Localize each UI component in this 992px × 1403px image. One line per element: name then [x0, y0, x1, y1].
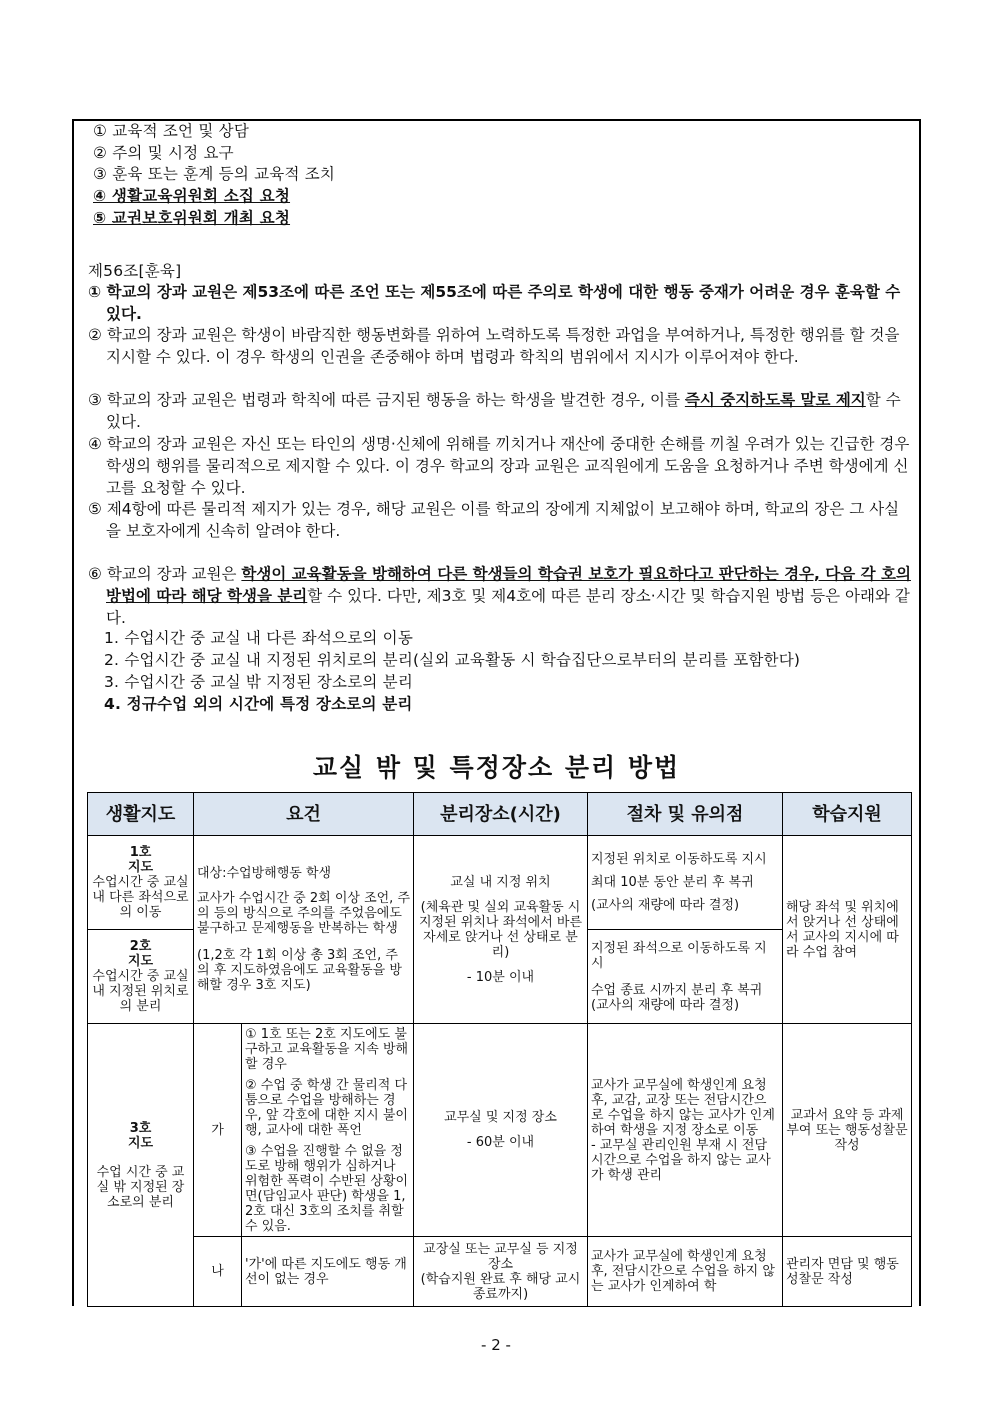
procedure-cell: 교사가 교무실에 학생인계 요청 후, 전담시간으로 수업을 하지 않는 교사가 인계하여 학 — [588, 1237, 783, 1307]
paragraph-4: ④ 학교의 장과 교원은 자신 또는 타인의 생명·신체에 위해를 끼치거나 재산에 중대한 손해를 끼칠 우려가 있는 긴급한 경우 학생의 행위를 물리적으로 제지할 수 있다. 이 경우 학교의 장과 교원은 교직원에게 도움을 요청하거나 주변 학생에게 신고를 요청할 수 있다. — [88, 435, 910, 497]
header-cell: 절차 및 유의점 — [588, 793, 783, 836]
place-cell: 교장실 또는 교무실 등 지정 장소 (학습지원 완료 후 해당 교시 종료까지) — [414, 1237, 588, 1307]
sub-item: 4. 정규수업 외의 시간에 특정 장소로의 분리 — [104, 695, 413, 713]
row-label-2: 2호 지도 수업시간 중 교실 내 지정된 위치로의 분리 — [88, 930, 194, 1024]
procedure-cell: 지정된 좌석으로 이동하도록 지시 수업 종료 시까지 분리 후 복귀(교사의 재량에 따라 결정) — [588, 930, 783, 1024]
place-cell: 교실 내 지정 위치 (체육관 및 실외 교육활동 시 지정된 위치나 좌석에서 바른 자세로 앉거나 선 상태로 분리) - 10분 이내 — [414, 836, 588, 1024]
list-item: ④ 생활교육위원회 소집 요청 — [93, 187, 291, 205]
place-cell: 교무실 및 지정 장소 - 60분 이내 — [414, 1024, 588, 1237]
page-number: - 2 - — [481, 1336, 511, 1354]
paragraph-5: ⑤ 제4항에 따른 물리적 제지가 있는 경우, 해당 교원은 이를 학교의 장에게 지체없이 보고해야 하며, 학교의 장은 그 사실을 보호자에게 신속히 알려야 한다. — [88, 500, 900, 540]
row-label-1: 1호 지도 수업시간 중 교실 내 다른 좌석으로의 이동 — [88, 836, 194, 930]
header-cell: 분리장소(시간) — [414, 793, 588, 836]
sub-item: 3. 수업시간 중 교실 밖 지정된 장소로의 분리 — [104, 673, 414, 691]
sub-item: 1. 수업시간 중 교실 내 다른 좌석으로의 이동 — [104, 629, 414, 647]
header-cell: 생활지도 — [88, 793, 194, 836]
procedure-cell: 지정된 위치로 이동하도록 지시 최대 10분 동안 분리 후 복귀 (교사의 재량에 따라 결정) — [588, 836, 783, 930]
sub-item: 2. 수업시간 중 교실 내 지정된 위치로의 분리(실외 교육활동 시 학습집단으로부터의 분리를 포함한다) — [104, 651, 801, 669]
list-item: ③ 훈육 또는 훈계 등의 교육적 조치 — [93, 165, 336, 183]
header-cell: 학습지원 — [783, 793, 912, 836]
list-item: ⑤ 교권보호위원회 개최 요청 — [93, 209, 291, 227]
paragraph-6: ⑥ 학교의 장과 교원은 학생이 교육활동을 방해하여 다른 학생들의 학습권 보호가 필요하다고 판단하는 경우, 다음 각 호의 방법에 따라 해당 학생을 분리할 수 있다. 다만, 제3호 및 제4호에 따른 분리 장소·시간 및 학습지원 방법 등은 아래와 같다. — [88, 565, 911, 627]
list-item: ① 교육적 조언 및 상담 — [93, 122, 249, 140]
separation-table — [87, 792, 912, 1307]
paragraph-3: ③ 학교의 장과 교원은 법령과 학칙에 따른 금지된 행동을 하는 학생을 발견한 경우, 이를 즉시 중지하도록 말로 제지할 수 있다. — [88, 391, 901, 431]
header-cell: 요건 — [194, 793, 414, 836]
table-title: 교실 밖 및 특정장소 분리 방법 — [312, 753, 681, 782]
procedure-cell: 교사가 교무실에 학생인계 요청 후, 교감, 교장 또는 전담시간으로 수업을 하지 않는 교사가 인계하여 학생을 지정 장소로 이동 - 교무실 관리인원 부재 시 전담시간으로 수업을 하지 않는 교사가 학생 관리 — [588, 1024, 783, 1237]
row-label-3: 3호 지도 수업 시간 중 교실 밖 지정된 장소로의 분리 — [88, 1024, 194, 1307]
article-title: 제56조[훈육] — [88, 262, 182, 280]
requirement-cell: '가'에 따른 지도에도 행동 개선이 없는 경우 — [242, 1237, 414, 1307]
support-cell: 관리자 면담 및 행동성찰문 작성 — [783, 1237, 912, 1307]
list-item: ② 주의 및 시정 요구 — [93, 144, 234, 162]
paragraph-2: ② 학교의 장과 교원은 학생이 바람직한 행동변화를 위하여 노력하도록 특정한 과업을 부여하거나, 특정한 행위를 할 것을 지시할 수 있다. 이 경우 학생의 인권을 존중해야 하며 법령과 학칙의 범위에서 지시가 이루어져야 한다. — [88, 326, 900, 366]
paragraph-1: ① 학교의 장과 교원은 제53조에 따른 조언 또는 제55조에 따른 주의로 학생에 대한 행동 중재가 어려운 경우 훈육할 수 있다. — [88, 283, 901, 323]
requirement-cell: 대상:수업방해행동 학생 교사가 수업시간 중 2회 이상 조언, 주의 등의 방식으로 주의를 주었음에도 불구하고 문제행동을 반복하는 학생 (1,2호 각 1회 이상 총 3회 조언, 주의 후 지도하였음에도 교육활동을 방해할 경우 3호 지도) — [194, 836, 414, 1024]
support-cell: 교과서 요약 등 과제 부여 또는 행동성찰문 작성 — [783, 1024, 912, 1237]
sub-mark: 가 — [194, 1024, 242, 1237]
requirement-cell: ① 1호 또는 2호 지도에도 불구하고 교육활동을 지속 방해할 경우 ② 수업 중 학생 간 물리적 다툼으로 수업을 방해하는 경우, 앞 각호에 대한 지시 불이행, 교사에 대한 폭언 ③ 수업을 진행할 수 없을 정도로 방해 행위가 심하거나 위험한 폭력이 수반된 상황이면(담임교사 판단) 학생을 1, 2호 대신 3호의 조치를 취할 수 있음. — [242, 1024, 414, 1237]
sub-mark: 나 — [194, 1237, 242, 1307]
support-cell: 해당 좌석 및 위치에서 앉거나 선 상태에서 교사의 지시에 따라 수업 참여 — [783, 836, 912, 1024]
